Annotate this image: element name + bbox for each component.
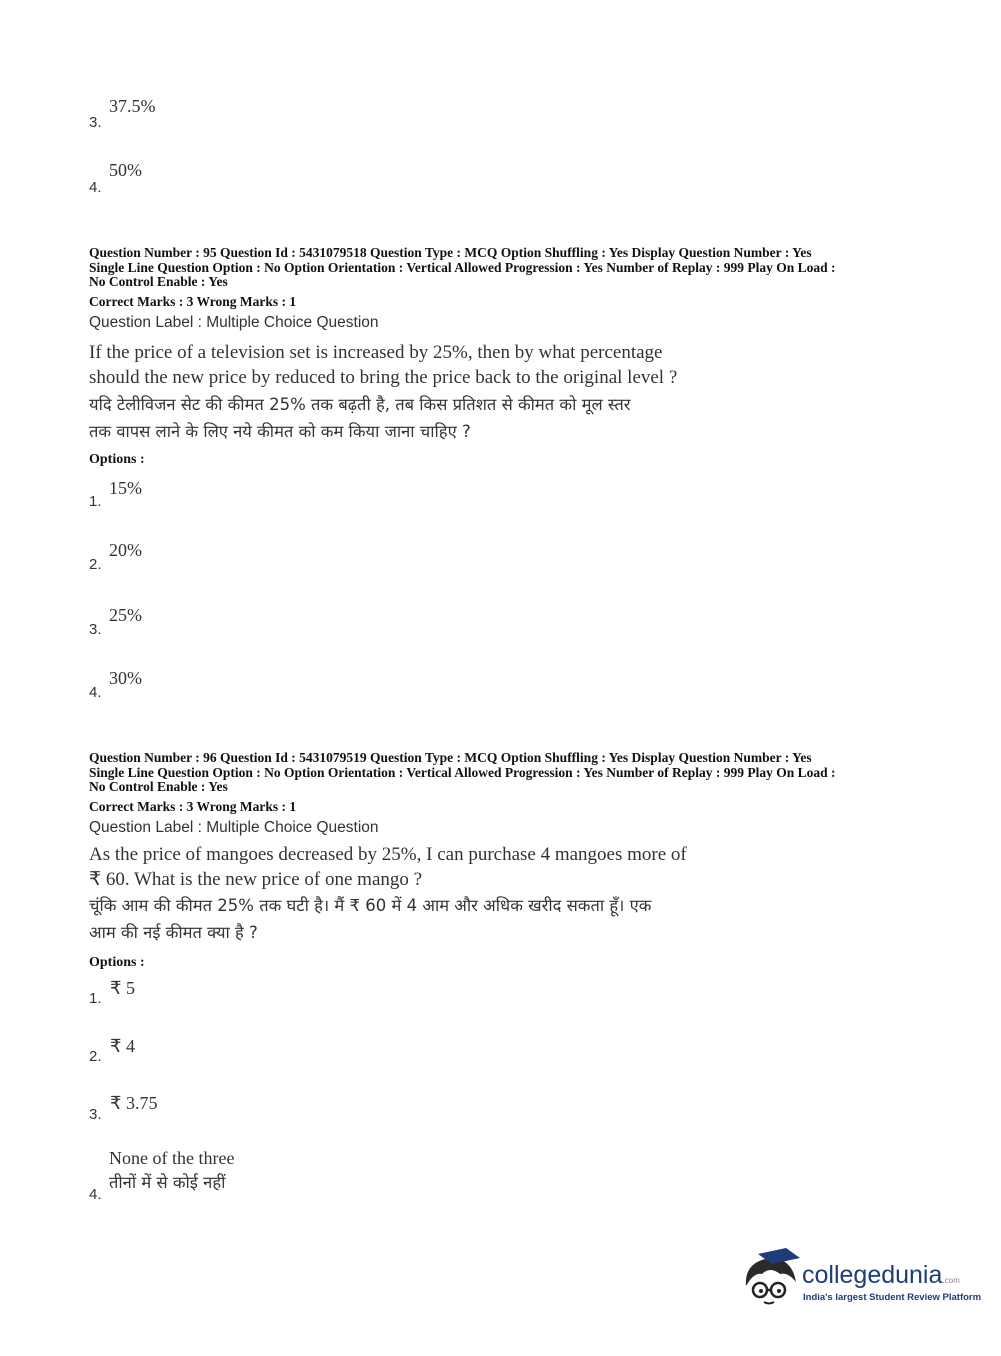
meta-line: No Control Enable : Yes bbox=[89, 274, 228, 289]
option-text: 15% bbox=[109, 478, 142, 498]
question-96-label: Question Label : Multiple Choice Question bbox=[89, 819, 379, 836]
question-line: If the price of a television set is increased by 25%, then by what percentage bbox=[89, 342, 663, 363]
option-text: 25% bbox=[109, 605, 142, 625]
option-number: 4. bbox=[89, 684, 102, 701]
option-number: 4. bbox=[89, 1186, 102, 1203]
option-number: 3. bbox=[89, 114, 102, 131]
question-line: As the price of mangoes decreased by 25%, I can purchase 4 mangoes more of bbox=[89, 844, 687, 865]
question-line: ₹ 60. What is the new price of one mango ? bbox=[89, 869, 423, 890]
option-text: ₹ 5 bbox=[110, 978, 135, 998]
question-line: चूंकि आम की कीमत 25% तक घटी है। मैं ₹ 60 में 4 आम और अधिक खरीद सकता हूँ। एक bbox=[89, 896, 652, 915]
brand-name bbox=[802, 1262, 960, 1294]
option-number: 2. bbox=[89, 556, 102, 573]
option-number: 1. bbox=[89, 493, 102, 510]
meta-line: No Control Enable : Yes bbox=[89, 779, 228, 794]
question-96-text-hindi bbox=[89, 892, 651, 946]
brand-name-text: collegedunia bbox=[802, 1261, 943, 1289]
option-text: 37.5% bbox=[109, 96, 156, 116]
question-line: तक वापस लाने के लिए नये कीमत को कम किया जाना चाहिए ? bbox=[89, 422, 471, 441]
question-95-metadata bbox=[89, 246, 836, 290]
student-mascot-icon bbox=[740, 1248, 802, 1310]
question-95-label: Question Label : Multiple Choice Question bbox=[89, 314, 379, 331]
question-95-text-hindi bbox=[89, 391, 631, 445]
brand-tagline: India's largest Student Review Platform bbox=[803, 1292, 982, 1303]
question-line: यदि टेलीविजन सेट की कीमत 25% तक बढ़ती है, तब किस प्रतिशत से कीमत को मूल स्तर bbox=[89, 395, 631, 414]
brand-dotcom: .com bbox=[942, 1276, 960, 1285]
question-96-metadata bbox=[89, 751, 836, 795]
option-text: ₹ 4 bbox=[110, 1036, 135, 1056]
meta-line: Question Number : 95 Question Id : 5431079518 Question Type : MCQ Option Shuffling : Yes Display Question Number : Yes bbox=[89, 245, 812, 260]
question-95-options-label: Options : bbox=[89, 452, 145, 467]
option-number: 3. bbox=[89, 1106, 102, 1123]
meta-line: Single Line Question Option : No Option Orientation : Vertical Allowed Progression : Yes Number of Replay : 999 Play On Load : bbox=[89, 259, 836, 275]
option-text-hindi: तीनों में से कोई नहीं bbox=[109, 1173, 226, 1192]
option-number: 1. bbox=[89, 990, 102, 1007]
question-95-text-english bbox=[89, 340, 677, 390]
collegedunia-logo bbox=[740, 1248, 982, 1310]
option-text: ₹ 3.75 bbox=[110, 1093, 158, 1113]
option-text: 30% bbox=[109, 668, 142, 688]
question-96-text-english bbox=[89, 842, 687, 892]
meta-line: Question Number : 96 Question Id : 5431079519 Question Type : MCQ Option Shuffling : Yes Display Question Number : Yes bbox=[89, 750, 812, 765]
question-line: आम की नई कीमत क्या है ? bbox=[89, 923, 258, 942]
question-line: should the new price by reduced to bring the price back to the original level ? bbox=[89, 367, 678, 388]
option-text: 50% bbox=[109, 160, 142, 180]
meta-line: Single Line Question Option : No Option Orientation : Vertical Allowed Progression : Yes Number of Replay : 999 Play On Load : bbox=[89, 764, 836, 780]
question-96-marks: Correct Marks : 3 Wrong Marks : 1 bbox=[89, 799, 297, 814]
option-number: 3. bbox=[89, 621, 102, 638]
option-text: 20% bbox=[109, 540, 142, 560]
option-number: 2. bbox=[89, 1048, 102, 1065]
question-96-options-label: Options : bbox=[89, 955, 145, 970]
question-95-marks: Correct Marks : 3 Wrong Marks : 1 bbox=[89, 294, 297, 309]
option-text: None of the three bbox=[109, 1148, 235, 1168]
option-number: 4. bbox=[89, 179, 102, 196]
